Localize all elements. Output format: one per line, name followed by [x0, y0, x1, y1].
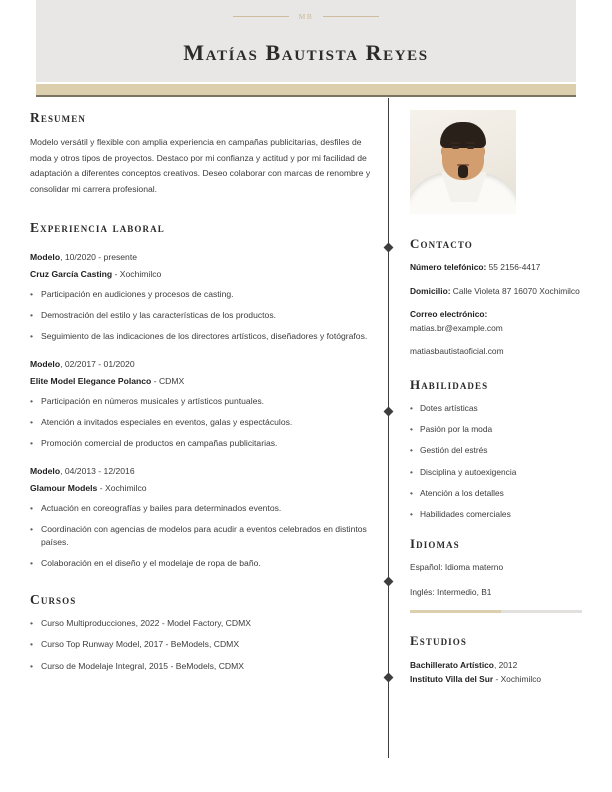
- monogram-row: [36, 12, 576, 21]
- list-item: • Colaboración en el diseño y el modelaje de ropa de baño.: [30, 557, 375, 570]
- education-school-location: - Xochimilco: [493, 674, 542, 685]
- avatar: [410, 110, 516, 214]
- section-resumen: [30, 110, 375, 198]
- section-title-experiencia: Experiencia laboral: [30, 219, 165, 235]
- section-title-contacto: Contacto: [410, 236, 473, 251]
- section-contacto: [410, 236, 582, 359]
- column-divider: [388, 98, 389, 758]
- job-bullets: [30, 288, 375, 343]
- job-entry: [30, 250, 375, 343]
- section-title-idiomas: Idiomas: [410, 536, 460, 552]
- job-entry: [30, 357, 375, 450]
- language-item: Inglés: Intermedio, B1: [410, 586, 492, 597]
- education-degree: Bachillerato Artístico: [410, 660, 494, 671]
- monogram: MB: [298, 12, 314, 21]
- header-accent-band: [36, 84, 576, 97]
- list-item: • Curso Multiproducciones, 2022 - Model Factory, CDMX: [30, 617, 375, 630]
- list-item: • Atención a invitados especiales en eventos, galas y espectáculos.: [30, 416, 375, 429]
- contact-address: [410, 285, 582, 299]
- job-location: - CDMX: [151, 375, 185, 386]
- job-bullets: [30, 395, 375, 450]
- habilidades-list: [410, 402, 582, 520]
- job-company-line: [30, 267, 375, 282]
- job-dates: , 04/2013 - 12/2016: [60, 466, 135, 477]
- header-band: [36, 0, 576, 82]
- divider-marker-habilidades: [384, 407, 394, 417]
- list-item: • Promoción comercial de productos en campañas publicitarias.: [30, 437, 375, 450]
- job-role: Modelo: [30, 251, 61, 262]
- list-item: • Dotes artísticas: [410, 402, 582, 414]
- education-school-line: [410, 672, 582, 686]
- contact-website[interactable]: [410, 345, 582, 359]
- job-role-line: [30, 250, 375, 265]
- list-item: • Gestión del estrés: [410, 444, 582, 456]
- list-item: • Coordinación con agencias de modelos para acudir a eventos celebrados en distintos países.: [30, 523, 375, 549]
- contact-phone-value: 55 2156-4417: [486, 262, 541, 272]
- job-company: Glamour Models: [30, 483, 98, 494]
- job-company-line: [30, 374, 375, 389]
- contact-address-label: Domicilio:: [410, 285, 451, 296]
- section-habilidades: [410, 377, 582, 520]
- monogram-rule-right: [323, 16, 379, 17]
- language-item: Español: Idioma materno: [410, 562, 504, 573]
- right-column: [410, 110, 582, 687]
- job-role-line: [30, 357, 375, 372]
- list-item: • Curso Top Runway Model, 2017 - BeModels, CDMX: [30, 638, 375, 651]
- job-role: Modelo: [30, 466, 61, 477]
- section-estudios: [410, 633, 582, 687]
- education-year: , 2012: [493, 660, 518, 671]
- list-item: • Atención a los detalles: [410, 487, 582, 499]
- list-item: • Participación en números musicales y artísticos puntuales.: [30, 395, 375, 408]
- monogram-rule-left: [233, 16, 289, 17]
- job-dates: , 02/2017 - 01/2020: [60, 358, 135, 369]
- job-bullets: [30, 502, 375, 570]
- section-title-habilidades: Habilidades: [410, 377, 489, 393]
- job-role: Modelo: [30, 358, 61, 369]
- contact-email-value[interactable]: matias.br@example.com: [410, 322, 503, 333]
- job-location: - Xochimilco: [97, 483, 147, 494]
- left-column: [30, 110, 375, 681]
- section-idiomas: [410, 536, 582, 613]
- contact-phone-label: Número telefónico:: [410, 262, 487, 272]
- page-title: Matías Bautista Reyes: [183, 40, 429, 65]
- education-degree-line: [410, 658, 582, 672]
- divider-marker-contacto: [384, 243, 394, 253]
- contact-phone: [410, 261, 582, 275]
- divider-marker-idiomas: [384, 577, 394, 587]
- section-experiencia: [30, 220, 375, 571]
- list-item: • Disciplina y autoexigencia: [410, 466, 582, 478]
- list-item: • Habilidades comerciales: [410, 508, 582, 520]
- section-title-estudios: Estudios: [410, 633, 467, 649]
- divider-marker-estudios: [384, 673, 394, 683]
- job-location: - Xochimilco: [112, 268, 162, 279]
- job-entry: [30, 464, 375, 570]
- contact-email-label: Correo electrónico:: [410, 309, 488, 320]
- list-item: • Participación en audiciones y procesos de casting.: [30, 288, 375, 301]
- photo-eye-left: [452, 146, 459, 149]
- job-dates: , 10/2020 - presente: [60, 251, 137, 262]
- job-role-line: [30, 464, 375, 479]
- photo-brow-right: [466, 142, 475, 144]
- cursos-list: [30, 617, 375, 672]
- list-item: • Demostración del estilo y las características de los productos.: [30, 309, 375, 322]
- list-item: • Pasión por la moda: [410, 423, 582, 435]
- contact-address-value: Calle Violeta 87 16070 Xochimilco: [450, 285, 580, 296]
- job-company: Cruz García Casting: [30, 268, 113, 279]
- education-school: Instituto Villa del Sur: [410, 674, 494, 685]
- list-item: • Seguimiento de las indicaciones de los directores artísticos, diseñadores y fotógrafos.: [30, 330, 375, 343]
- contact-email: [410, 308, 582, 335]
- list-item: • Curso de Modelaje Integral, 2015 - BeModels, CDMX: [30, 660, 375, 673]
- section-title-resumen: Resumen: [30, 110, 86, 125]
- section-title-cursos: Cursos: [30, 592, 77, 608]
- job-company-line: [30, 481, 375, 496]
- job-company: Elite Model Elegance Polanco: [30, 375, 152, 386]
- section-rule: [410, 610, 582, 613]
- contact-website-value[interactable]: matiasbautistaoficial.com: [410, 346, 504, 357]
- section-cursos: [30, 592, 375, 672]
- photo-eye-right: [467, 146, 474, 149]
- photo-brow-left: [451, 142, 460, 144]
- list-item: • Actuación en coreografías y bailes para determinados eventos.: [30, 502, 375, 515]
- photo-goatee: [458, 165, 468, 178]
- resumen-text: Modelo versátil y flexible con amplia experiencia en campañas publicitarias, desfiles de moda y otros tipos de proyectos. Destaco por mi confianza y actitud y por mi facilidad de adaptación a diferentes conceptos creativos. Deseo colaborar con marcas de renombre y consolidar mi carrera profesional.: [30, 137, 371, 194]
